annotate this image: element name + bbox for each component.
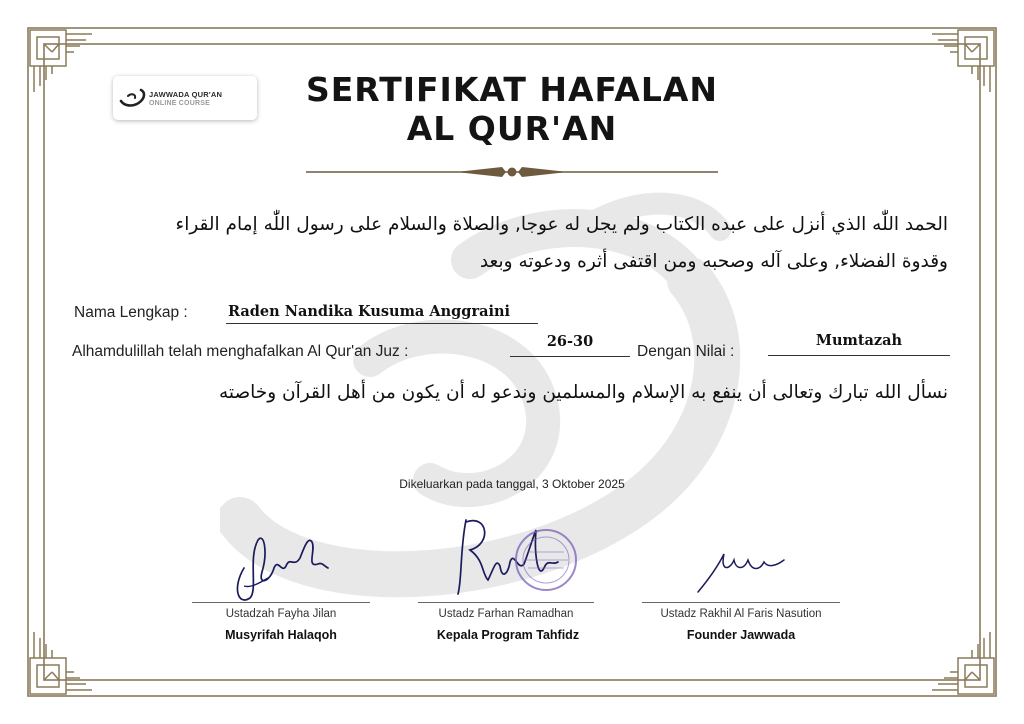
signature-line-1 xyxy=(192,602,370,603)
signatory-3-role: Founder Jawwada xyxy=(686,628,796,642)
signatory-2-name: Ustadz Farhan Ramadhan xyxy=(438,608,574,620)
juz-value: 26-30 xyxy=(546,333,594,350)
ornament-divider xyxy=(306,163,718,181)
signature-line-3 xyxy=(642,602,840,603)
signatory-2-role: Kepala Program Tahfidz xyxy=(436,628,580,642)
signature-line-2 xyxy=(418,602,594,603)
brand-name: JAWWADA QUR'AN xyxy=(149,90,223,99)
prayer-text: نسأل الله تبارك وتعالى أن ينفع به الإسلام والمسلمين وندعو له أن يكون من أهل القرآن وخاصته xyxy=(218,382,948,403)
name-underline xyxy=(226,323,538,324)
signatory-3-name: Ustadz Rakhil Al Faris Nasution xyxy=(660,608,822,620)
grade-underline xyxy=(768,355,950,356)
opening-text-line2: وقدوة الفضلاء, وعلى آله وصحبه ومن اقتفى أثره ودعوته وبعد xyxy=(479,251,948,272)
signature-2 xyxy=(448,510,588,604)
certificate-title-line1: SERTIFIKAT HAFALAN xyxy=(305,70,719,109)
opening-text-line1: الحمد اللّٰه الذي أنزل على عبده الكتاب ولم يجل له عوجا, والصلاة والسلام على رسول اللّٰه إمام القراء xyxy=(175,214,948,235)
issue-date: Dikeluarkan pada tanggal, 3 Oktober 2025 xyxy=(399,477,625,491)
grade-value: Mumtazah xyxy=(815,332,903,349)
name-label: Nama Lengkap : xyxy=(74,304,188,321)
signature-1 xyxy=(228,528,338,608)
certificate-title-line2: AL QUR'AN xyxy=(406,109,618,148)
official-stamp xyxy=(516,530,576,590)
juz-label: Alhamdulillah telah menghafalkan Al Qur'an Juz : xyxy=(72,343,409,360)
grade-label: Dengan Nilai : xyxy=(637,343,735,360)
signature-3 xyxy=(690,542,800,602)
juz-underline xyxy=(510,356,630,357)
signatory-1-name: Ustadzah Fayha Jilan xyxy=(225,608,337,620)
name-value: Raden Nandika Kusuma Anggraini xyxy=(228,303,511,320)
signatory-1-role: Musyrifah Halaqoh xyxy=(225,628,337,642)
brand-subtitle: ONLINE COURSE xyxy=(149,100,210,107)
